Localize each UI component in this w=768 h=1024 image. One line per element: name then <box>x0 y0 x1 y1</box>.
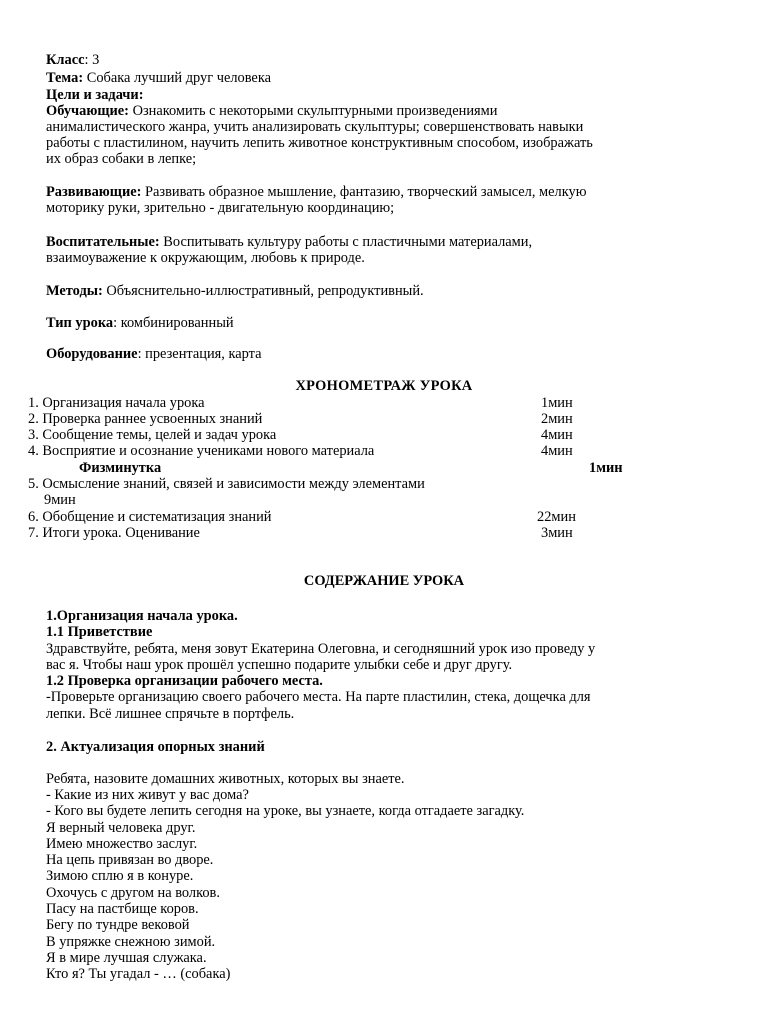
riddle-line: В упряжке снежною зимой. <box>46 934 216 950</box>
riddle-line: Я в мире лучшая служака. <box>46 950 207 966</box>
section-1-1-title: 1.1 Приветствие <box>46 624 153 640</box>
class-line <box>46 52 99 68</box>
timing-time: 9мин <box>44 492 76 508</box>
topic-label: Тема: <box>46 70 84 86</box>
text-line: Ребята, назовите домашних животных, которых вы знаете. <box>46 771 405 787</box>
teaching-line-4: их образ собаки в лепке; <box>46 151 197 167</box>
timing-time: 4мин <box>541 443 573 459</box>
timing-item: 4. Восприятие и осознание учениками нового материала <box>28 443 375 459</box>
teaching-text-1: Ознакомить с некоторыми скульптурными произведениями <box>128 103 498 119</box>
riddle-line: Пасу на пастбище коров. <box>46 901 199 917</box>
developing-label: Развивающие: <box>46 184 142 200</box>
text-line: - Кого вы будете лепить сегодня на уроке, вы узнаете, когда отгадаете загадку. <box>46 803 525 819</box>
methods-label: Методы: <box>46 283 103 299</box>
developing-line-2: моторику руки, зрительно - двигательную координацию; <box>46 200 395 216</box>
type-line <box>46 315 234 331</box>
educational-label: Воспитательные: <box>46 234 160 250</box>
educational-text-1: Воспитывать культуру работы с пластичными материалами, <box>159 234 533 250</box>
greeting-line-1: Здравствуйте, ребята, меня зовут Екатерина Олеговна, и сегодняшний урок изо проведу у <box>46 641 596 657</box>
timing-time: 22мин <box>537 509 576 525</box>
teaching-line-3: работы с пластилином, научить лепить животное конструктивным способом, изображать <box>46 135 593 151</box>
timing-item: 3. Сообщение темы, целей и задач урока <box>28 427 277 443</box>
type-value: : комбинированный <box>113 315 234 331</box>
timing-item: 5. Осмысление знаний, связей и зависимости между элементами <box>28 476 425 492</box>
timing-time: 4мин <box>541 427 573 443</box>
workplace-line-1: -Проверьте организацию своего рабочего места. На парте пластилин, стека, дощечка для <box>46 689 591 705</box>
equipment-label: Оборудование <box>46 346 138 362</box>
timing-item: 7. Итоги урока. Оценивание <box>28 525 200 541</box>
type-label: Тип урока <box>46 315 114 331</box>
text-line: - Какие из них живут у вас дома? <box>46 787 249 803</box>
teaching-line-2: анималистического жанра, учить анализировать скульптуры; совершенствовать навыки <box>46 119 584 135</box>
timing-item: 2. Проверка раннее усвоенных знаний <box>28 411 263 427</box>
riddle-line: Я верный человека друг. <box>46 820 196 836</box>
workplace-line-2: лепки. Всё лишнее спрячьте в портфель. <box>46 706 295 722</box>
riddle-line: На цепь привязан во дворе. <box>46 852 214 868</box>
developing-text-1: Развивать образное мышление, фантазию, творческий замысел, мелкую <box>141 184 587 200</box>
riddle-line: Бегу по тундре вековой <box>46 917 190 933</box>
equipment-value: : презентация, карта <box>137 346 262 362</box>
riddle-line: Кто я? Ты угадал - … (собака) <box>46 966 231 982</box>
educational-line-2: взаимоуважение к окружающим, любовь к природе. <box>46 250 365 266</box>
timing-time: 2мин <box>541 411 573 427</box>
section-1-title: 1.Организация начала урока. <box>46 608 238 624</box>
riddle-line: Зимою сплю я в конуре. <box>46 868 194 884</box>
greeting-line-2: вас я. Чтобы наш урок прошёл успешно подарите улыбки себе и друг другу. <box>46 657 513 673</box>
educational-line-1 <box>46 234 532 250</box>
section-1-2-title: 1.2 Проверка организации рабочего места. <box>46 673 323 689</box>
class-label: Класс <box>46 52 85 68</box>
goals-heading <box>46 87 144 103</box>
class-value: : 3 <box>84 52 100 68</box>
methods-value: Объяснительно-иллюстративный, репродуктивный. <box>102 283 424 299</box>
timing-time: 1мин <box>541 395 573 411</box>
riddle-line: Охочусь с другом на волков. <box>46 885 220 901</box>
content-title: СОДЕРЖАНИЕ УРОКА <box>303 573 465 589</box>
timing-time-break: 1мин <box>589 460 623 476</box>
timing-time: 3мин <box>541 525 573 541</box>
teaching-line-1 <box>46 103 497 119</box>
equipment-line <box>46 346 261 362</box>
timing-item: 6. Обобщение и систематизация знаний <box>28 509 272 525</box>
section-2-title: 2. Актуализация опорных знаний <box>46 739 265 755</box>
timing-item: 1. Организация начала урока <box>28 395 205 411</box>
timing-item-break: Физминутка <box>79 460 162 476</box>
timing-title: ХРОНОМЕТРАЖ УРОКА <box>295 378 473 394</box>
developing-line-1 <box>46 184 586 200</box>
teaching-label: Обучающие: <box>46 103 129 119</box>
riddle-line: Имею множество заслуг. <box>46 836 198 852</box>
topic-line <box>46 70 271 86</box>
methods-line <box>46 283 424 299</box>
goals-label: Цели и задачи: <box>46 87 144 103</box>
topic-value: Собака лучший друг человека <box>83 70 271 86</box>
